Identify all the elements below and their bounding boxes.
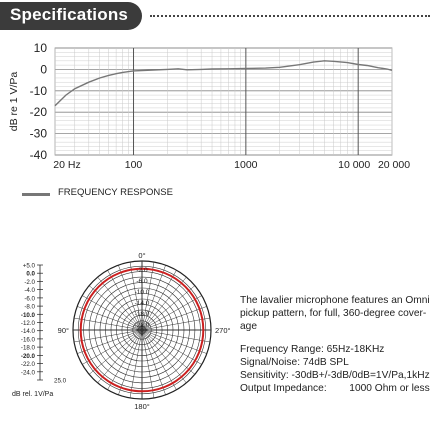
x-tick-label: 10 000 xyxy=(338,159,371,171)
spec-sensitivity: Sensitivity: -30dB+/-3dB/0dB=1V/Pa,1kHz xyxy=(240,370,430,381)
scale-label: -12.0 xyxy=(20,320,35,327)
scale-label: -24.0 xyxy=(20,369,35,377)
legend-label: FREQUENCY RESPONSE xyxy=(58,187,173,198)
x-tick-label: 1000 xyxy=(234,159,258,171)
description-line: age xyxy=(240,321,257,332)
angle-label-270: 270° xyxy=(215,326,231,335)
ring-label: -22.0 xyxy=(134,322,150,329)
y-tick-label: -10 xyxy=(29,83,47,98)
angle-label-0: 0° xyxy=(138,251,146,260)
scale-label: -14.0 xyxy=(20,328,35,336)
spec-list xyxy=(240,343,434,395)
spec-output-impedance: Output Impedance: 1000 Ohm or less xyxy=(240,383,430,394)
y-tick-label: -40 xyxy=(29,148,47,162)
ring-label: -18.0 xyxy=(134,311,150,318)
polar-pattern-chart xyxy=(0,250,240,425)
scale-label: -22.0 xyxy=(20,361,35,369)
legend-swatch xyxy=(22,193,50,196)
scale-label: -16.0 xyxy=(20,336,35,344)
scale-unit-label: dB rel. 1V/Pa xyxy=(12,391,54,398)
spec-signal-noise: Signal/Noise: 74dB SPL xyxy=(240,357,349,368)
scale-label: -2.0 xyxy=(24,278,35,286)
ring-label: -2.0 xyxy=(136,267,148,274)
spec-frequency-range: Frequency Range: 65Hz-18KHz xyxy=(240,344,385,355)
scale-label: -10.0 xyxy=(20,311,35,319)
plot-area xyxy=(55,48,392,155)
description-line: pickup pattern, for full, 360-degree cover- xyxy=(240,308,427,319)
scale-label: -8.0 xyxy=(24,303,35,311)
scale-label: -18.0 xyxy=(20,344,35,352)
scale-label: -4.0 xyxy=(24,287,35,295)
description-line: The lavalier microphone features an Omni xyxy=(240,295,430,306)
y-tick-label: 10 xyxy=(33,41,47,55)
y-tick-label: -30 xyxy=(29,126,47,141)
scale-label: -20.0 xyxy=(20,352,35,360)
ring-label: -10.0 xyxy=(134,289,150,296)
x-tick-label: 20 000 xyxy=(377,159,411,171)
x-tick-label: 100 xyxy=(124,159,143,171)
ring-label: -6.0 xyxy=(136,278,148,285)
frequency-response-chart xyxy=(0,0,434,185)
scale-label: 25.0 xyxy=(54,377,67,385)
angle-label-90: 90° xyxy=(57,326,69,335)
scale-label: +5.0 xyxy=(22,262,35,270)
description-paragraph xyxy=(240,294,432,333)
y-tick-label: 0 xyxy=(40,62,47,77)
scale-label: -6.0 xyxy=(24,295,35,303)
y-axis-label: dB re 1 V/Pa xyxy=(8,71,20,132)
y-tick-label: -20 xyxy=(29,105,47,120)
x-tick-label: 20 Hz xyxy=(53,159,81,171)
page-title: Specifications xyxy=(10,5,129,24)
angle-label-180: 180° xyxy=(134,402,150,411)
scale-label: 0.0 xyxy=(26,270,35,278)
ring-label: -14.0 xyxy=(134,300,150,307)
